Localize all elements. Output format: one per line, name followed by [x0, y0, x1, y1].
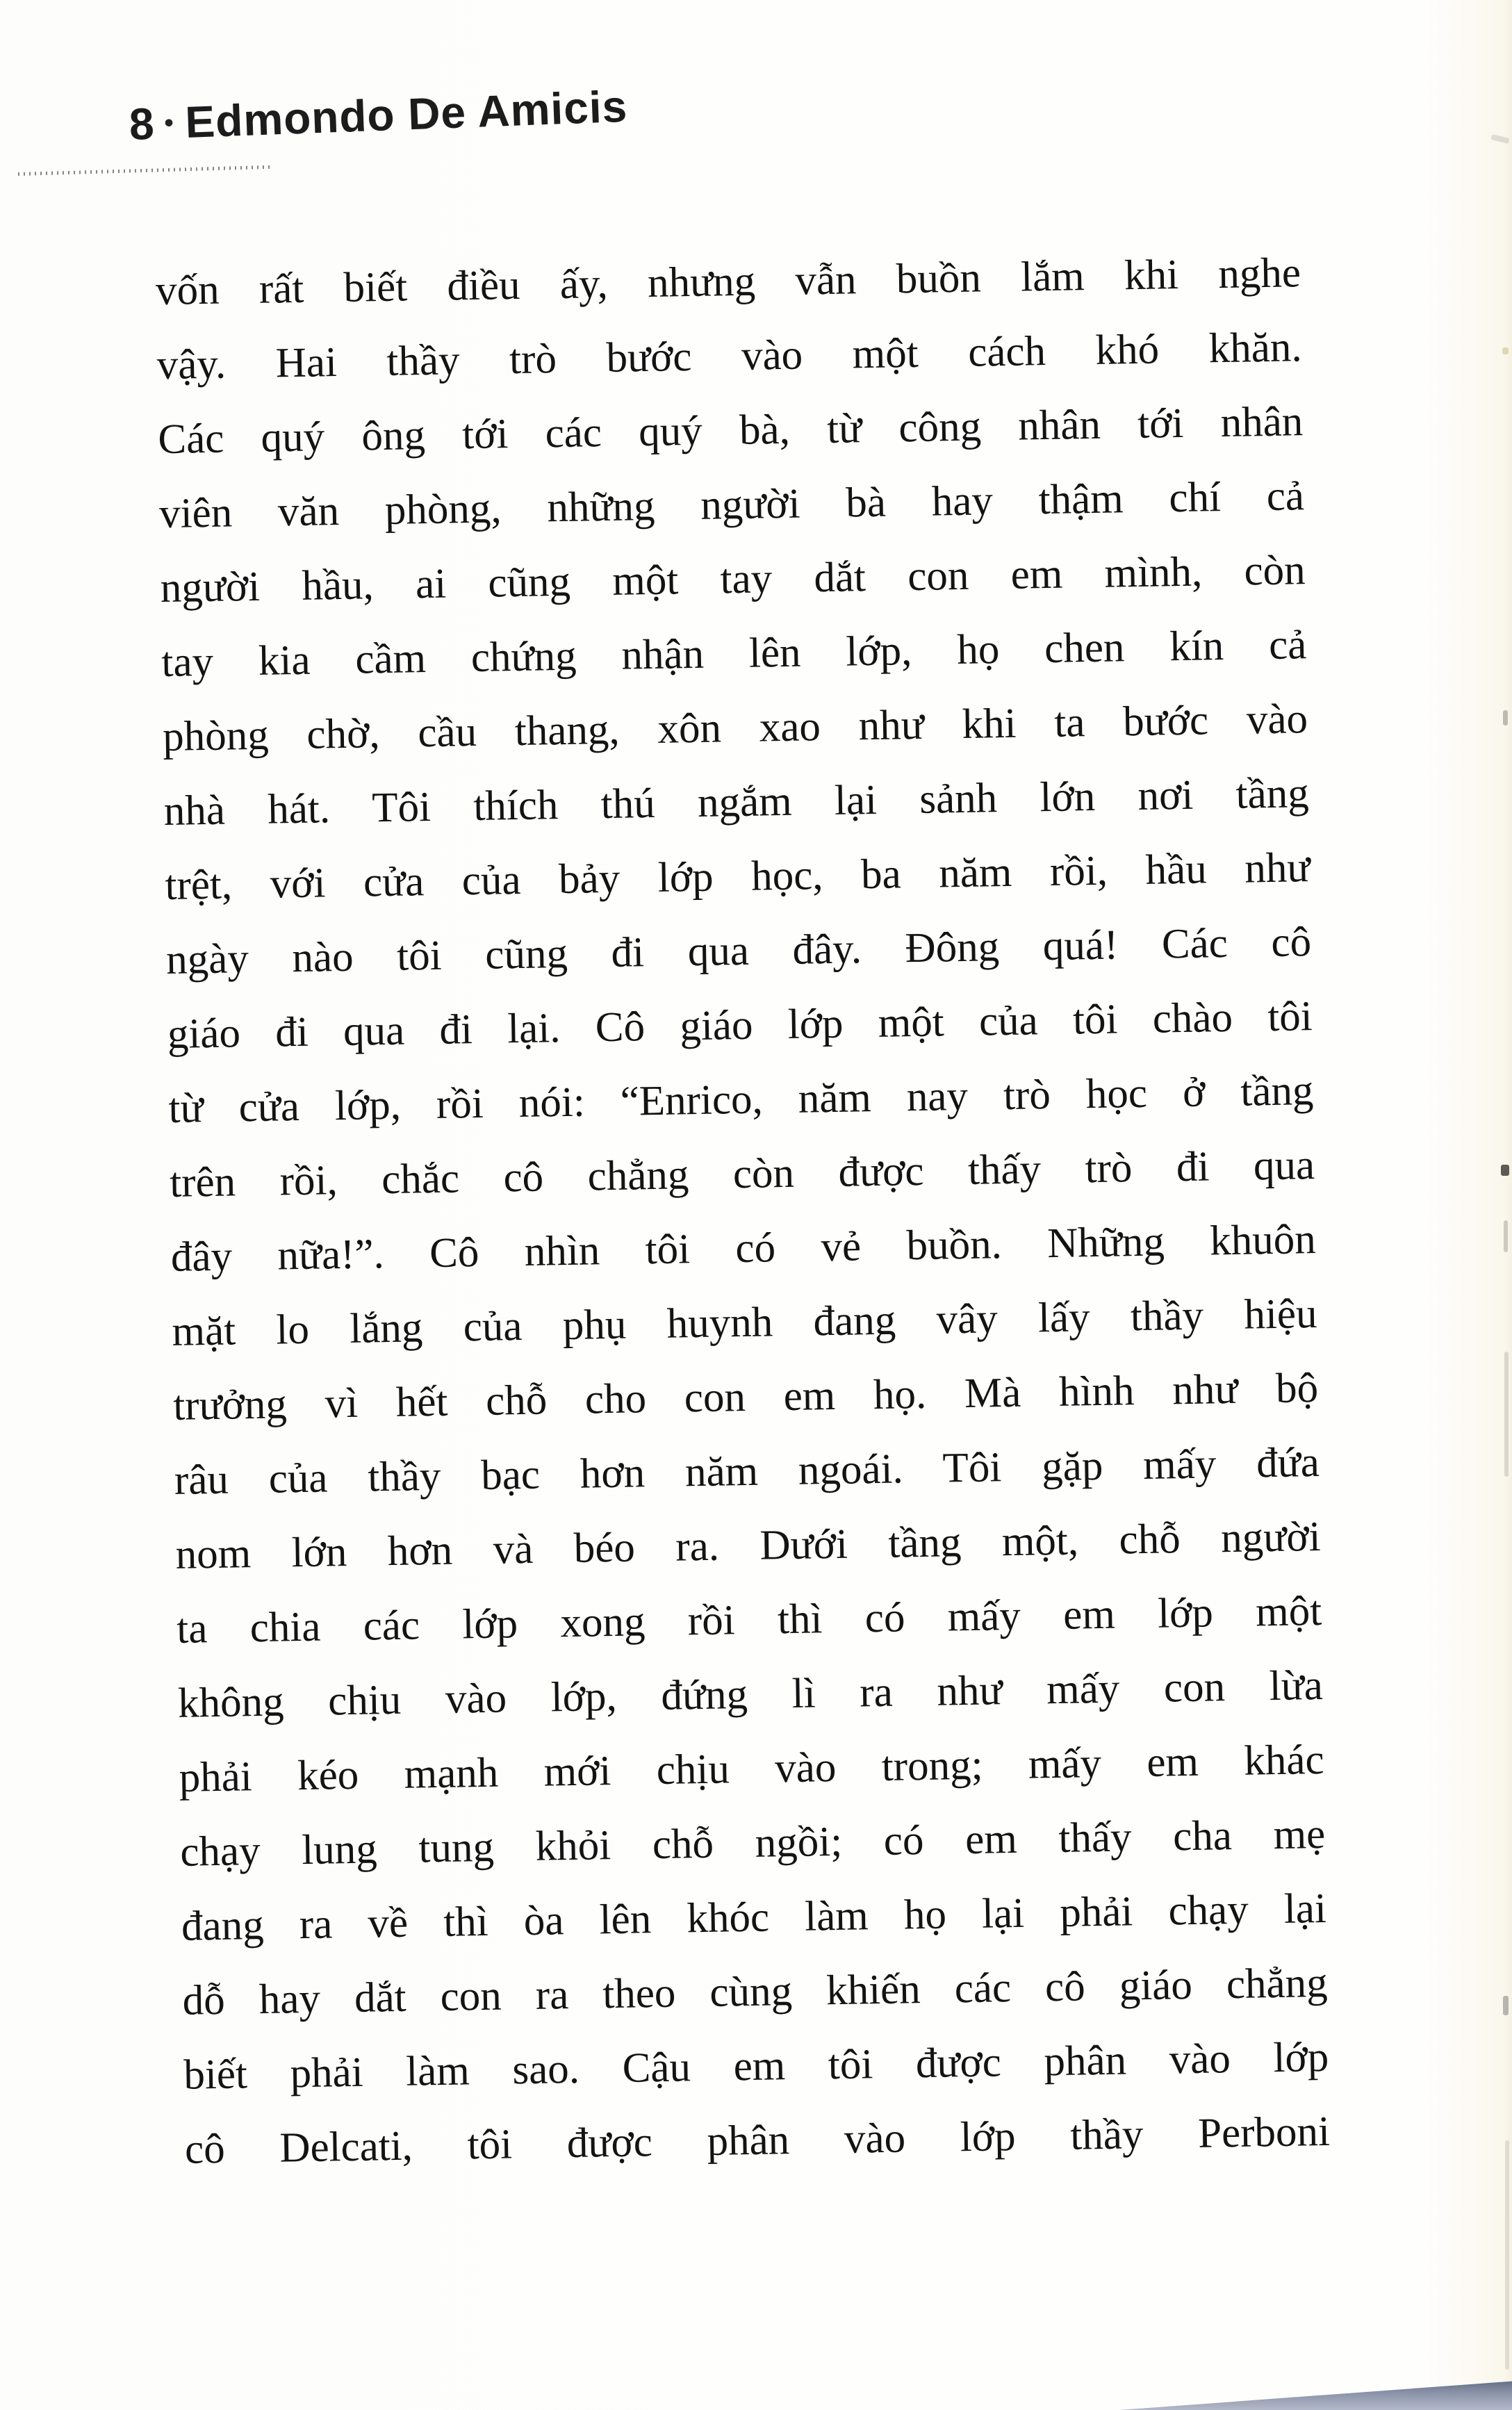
- text-line: cô Delcati, tôi được phân vào lớp thầy Perboni: [184, 2108, 1331, 2173]
- running-head-author: Edmondo De Amicis: [184, 81, 629, 148]
- scan-artifact: [1505, 2140, 1509, 2370]
- scan-artifact: [1504, 1220, 1508, 1252]
- text-line: phòng chờ, cầu thang, xôn xao như khi ta bước vào: [162, 696, 1308, 761]
- text-line: vậy. Hai thầy trò bước vào một cách khó khăn.: [156, 324, 1303, 389]
- text-line: tay kia cầm chứng nhận lên lớp, họ chen kín cả: [161, 621, 1307, 687]
- text-line: dỗ hay dắt con ra theo cùng khiến các cô giáo chẳng: [182, 1959, 1329, 2024]
- page-number: 8: [128, 98, 156, 149]
- text-line: người hầu, ai cũng một tay dắt con em mình, còn: [160, 547, 1306, 612]
- page-header: [129, 81, 629, 150]
- text-line: từ cửa lớp, rồi nói: “Enrico, năm nay trò học ở tầng: [168, 1067, 1314, 1132]
- scan-artifact: [1502, 347, 1509, 354]
- text-line: giáo đi qua đi lại. Cô giáo lớp một của tôi chào tôi: [167, 993, 1313, 1058]
- text-line: ta chia các lớp xong rồi thì có mấy em lớp một: [176, 1587, 1322, 1653]
- text-line: không chịu vào lớp, đứng lì ra như mấy con lừa: [177, 1662, 1324, 1727]
- scan-artifact: [1503, 1996, 1509, 2015]
- text-line: đang ra về thì òa lên khóc làm họ lại phải chạy lại: [181, 1885, 1327, 1950]
- text-line: nom lớn hơn và béo ra. Dưới tầng một, chỗ người: [175, 1514, 1321, 1578]
- text-line: Các quý ông tới các quý bà, từ công nhân tới nhân: [157, 398, 1304, 464]
- text-line: mặt lo lắng của phụ huynh đang vây lấy thầy hiệu: [172, 1290, 1317, 1355]
- text-line: nhà hát. Tôi thích thú ngắm lại sảnh lớn nơi tầng: [163, 770, 1310, 835]
- text-line: trệt, với cửa của bảy lớp học, ba năm rồi, hầu như: [165, 844, 1310, 909]
- page-edge-shadow: [1119, 2379, 1512, 2410]
- text-line: râu của thầy bạc hơn năm ngoái. Tôi gặp mấy đứa: [174, 1439, 1320, 1504]
- scan-artifact: [1503, 710, 1508, 726]
- text-line: ngày nào tôi cũng đi qua đây. Đông quá! Các cô: [165, 919, 1312, 983]
- scan-artifact: [1490, 134, 1509, 144]
- text-line: phải kéo mạnh mới chịu vào trong; mấy em khác: [179, 1736, 1325, 1801]
- header-separator-dot: •: [163, 107, 175, 137]
- dotted-rule: [18, 165, 274, 176]
- text-line: chạy lung tung khỏi chỗ ngồi; có em thấy cha mẹ: [179, 1810, 1326, 1876]
- text-line: trên rồi, chắc cô chẳng còn được thấy trò đi qua: [169, 1142, 1315, 1206]
- text-line: vốn rất biết điều ấy, nhưng vẫn buồn lắm khi nghe: [155, 249, 1301, 315]
- text-line: đây nữa!”. Cô nhìn tôi có vẻ buồn. Những khuôn: [170, 1216, 1317, 1281]
- scan-artifact: [1504, 1352, 1509, 1477]
- text-line: biết phải làm sao. Cậu em tôi được phân vào lớp: [183, 2033, 1329, 2099]
- text-line: trưởng vì hết chỗ cho con em họ. Mà hình như bộ: [172, 1365, 1319, 1429]
- text-line: viên văn phòng, những người bà hay thậm chí cả: [158, 473, 1305, 538]
- scan-artifact: [1501, 1165, 1509, 1176]
- body-text: [155, 236, 1330, 2187]
